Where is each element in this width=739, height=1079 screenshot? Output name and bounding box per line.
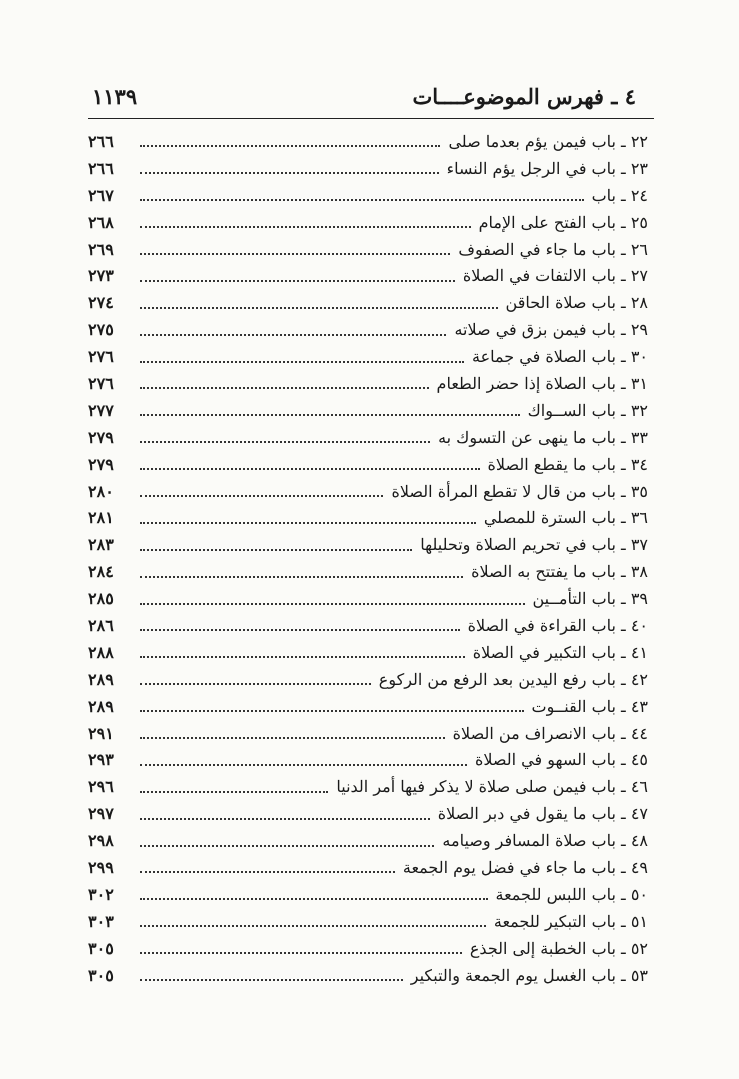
dot-leader xyxy=(140,280,455,282)
toc-entry-title: ٣٥ ـ باب من قال لا تقطع المرأة الصلاة xyxy=(391,481,648,501)
toc-entry-title: ٤١ ـ باب التكبير في الصلاة xyxy=(472,642,648,662)
toc-entry-title: ٤٢ ـ باب رفع اليدين بعد الرفع من الركوع xyxy=(378,669,648,689)
toc-entry-page: ٢٧٩ xyxy=(88,427,114,447)
toc-entry-title: ٢٤ ـ باب xyxy=(591,185,648,205)
toc-entry-page: ٢٩٦ xyxy=(88,777,114,797)
toc-entry xyxy=(88,558,654,585)
toc-entry-page: ٢٦٩ xyxy=(88,239,114,259)
toc-entry-title: ٣٤ ـ باب ما يقطع الصلاة xyxy=(487,454,648,474)
toc-entry xyxy=(88,397,654,424)
toc-entry-title: ٣٢ ـ باب الســواك xyxy=(527,400,648,420)
dot-leader xyxy=(140,791,328,793)
dot-leader xyxy=(140,764,467,766)
toc-entry-page: ٢٦٦ xyxy=(88,131,114,151)
page-header xyxy=(88,78,654,114)
toc-entry-title: ٣١ ـ باب الصلاة إذا حضر الطعام xyxy=(436,373,648,393)
toc-entry-title: ٥٣ ـ باب الغسل يوم الجمعة والتبكير xyxy=(410,965,648,985)
header-divider xyxy=(88,118,654,119)
dot-leader xyxy=(140,199,584,201)
toc-entry xyxy=(88,881,654,908)
dot-leader xyxy=(140,387,429,389)
toc-entry xyxy=(88,128,654,155)
toc-entry xyxy=(88,666,654,693)
dot-leader xyxy=(140,629,460,631)
toc-entry-title: ٢٧ ـ باب الالتفات في الصلاة xyxy=(462,266,648,286)
dot-leader xyxy=(140,818,430,820)
toc-entry xyxy=(88,800,654,827)
toc-entry xyxy=(88,720,654,747)
toc-entry xyxy=(88,451,654,478)
toc-entry xyxy=(88,504,654,531)
toc-entry-title: ٥٢ ـ باب الخطبة إلى الجذع xyxy=(469,938,648,958)
toc-entry-page: ٢٦٦ xyxy=(88,158,114,178)
dot-leader xyxy=(140,925,486,927)
toc-entry-page: ٢٨٤ xyxy=(88,562,114,582)
dot-leader xyxy=(140,495,383,497)
toc-entry-title: ٢٦ ـ باب ما جاء في الصفوف xyxy=(458,239,648,259)
dot-leader xyxy=(140,226,471,228)
toc-entry-page: ٢٧٤ xyxy=(88,293,114,313)
toc-entry-title: ٢٥ ـ باب الفتح على الإمام xyxy=(478,212,648,232)
toc-entry-title: ٤٥ ـ باب السهو في الصلاة xyxy=(474,750,648,770)
toc-entry xyxy=(88,773,654,800)
dot-leader xyxy=(140,710,524,712)
toc-entry xyxy=(88,639,654,666)
toc-entry xyxy=(88,962,654,989)
toc-entry xyxy=(88,531,654,558)
toc-entry-page: ٢٧٦ xyxy=(88,373,114,393)
toc-entry xyxy=(88,612,654,639)
toc-entry xyxy=(88,935,654,962)
toc-entry xyxy=(88,424,654,451)
dot-leader xyxy=(140,898,488,900)
toc-entry xyxy=(88,585,654,612)
toc-entry xyxy=(88,343,654,370)
toc-entry-page: ٢٨١ xyxy=(88,508,114,528)
dot-leader xyxy=(140,468,480,470)
dot-leader xyxy=(140,737,445,739)
toc-entry-page: ٣٠٥ xyxy=(88,965,114,985)
dot-leader xyxy=(140,441,430,443)
dot-leader xyxy=(140,334,446,336)
toc-entry-title: ٣٨ ـ باب ما يفتتح به الصلاة xyxy=(471,562,648,582)
dot-leader xyxy=(140,172,439,174)
toc-entry-title: ٤٦ ـ باب فيمن صلى صلاة لا يذكر فيها أمر الدنيا xyxy=(336,777,648,797)
toc-entry xyxy=(88,693,654,720)
toc-entry-title: ٣٩ ـ باب التأمــين xyxy=(532,589,648,609)
page-number: ١١٣٩ xyxy=(92,83,138,109)
index-page xyxy=(88,78,654,985)
dot-leader xyxy=(140,576,463,578)
toc-entry-page: ٢٩٣ xyxy=(88,750,114,770)
toc-entry-title: ٤٤ ـ باب الانصراف من الصلاة xyxy=(452,723,648,743)
toc-entry-page: ٢٨٨ xyxy=(88,642,114,662)
toc-entry xyxy=(88,854,654,881)
toc-entry xyxy=(88,908,654,935)
dot-leader xyxy=(140,845,434,847)
toc-entry-page: ٢٧٣ xyxy=(88,266,114,286)
toc-entry-title: ٢٢ ـ باب فيمن يؤم بعدما صلى xyxy=(448,131,648,151)
toc-entry-page: ٢٦٧ xyxy=(88,185,114,205)
dot-leader xyxy=(140,603,525,605)
dot-leader xyxy=(140,522,476,524)
toc-entry xyxy=(88,289,654,316)
toc-entry-page: ٢٨٦ xyxy=(88,615,114,635)
toc-entry-title: ٤٣ ـ باب القنــوت xyxy=(531,696,648,716)
toc-entry-page: ٢٩٧ xyxy=(88,804,114,824)
toc-entry xyxy=(88,746,654,773)
running-title: ٤ ـ فهرس الموضوعــــات xyxy=(412,83,636,109)
toc-entry xyxy=(88,182,654,209)
toc-entry-page: ٢٨٩ xyxy=(88,669,114,689)
toc-entry-title: ٣٣ ـ باب ما ينهى عن التسوك به xyxy=(438,427,648,447)
toc-entry-page: ٢٩١ xyxy=(88,723,114,743)
toc-entry-page: ٢٨٩ xyxy=(88,696,114,716)
toc-entry-title: ٢٨ ـ باب صلاة الحاقن xyxy=(505,293,648,313)
toc-entry xyxy=(88,236,654,263)
toc-entry-title: ٤٠ ـ باب القراءة في الصلاة xyxy=(467,615,648,635)
dot-leader xyxy=(140,549,412,551)
toc-entry-page: ٢٧٦ xyxy=(88,347,114,367)
toc-entry-title: ٣٦ ـ باب السترة للمصلي xyxy=(483,508,648,528)
toc-entry-title: ٢٩ ـ باب فيمن بزق في صلاته xyxy=(454,320,648,340)
toc-entry-title: ٤٨ ـ باب صلاة المسافر وصيامه xyxy=(442,831,648,851)
toc-entry-title: ٥٠ ـ باب اللبس للجمعة xyxy=(495,884,648,904)
toc-entry-title: ٤٧ ـ باب ما يقول في دبر الصلاة xyxy=(437,804,648,824)
toc-entry-page: ٢٨٣ xyxy=(88,535,114,555)
toc-entry-title: ٣٧ ـ باب في تحريم الصلاة وتحليلها xyxy=(420,535,648,555)
dot-leader xyxy=(140,656,465,658)
toc-entry-page: ٢٨٠ xyxy=(88,481,114,501)
toc-entry-page: ٢٩٨ xyxy=(88,831,114,851)
toc-entry-title: ٥١ ـ باب التبكير للجمعة xyxy=(493,911,648,931)
toc-entry xyxy=(88,155,654,182)
dot-leader xyxy=(140,253,450,255)
toc-entry xyxy=(88,370,654,397)
dot-leader xyxy=(140,414,520,416)
toc-entry-page: ٢٩٩ xyxy=(88,857,114,877)
dot-leader xyxy=(140,683,371,685)
toc-entry-page: ٣٠٥ xyxy=(88,938,114,958)
toc-entry xyxy=(88,827,654,854)
toc-entry-page: ٣٠٣ xyxy=(88,911,114,931)
toc-entry xyxy=(88,316,654,343)
toc-entry xyxy=(88,478,654,505)
dot-leader xyxy=(140,361,464,363)
toc-entry-title: ٢٣ ـ باب في الرجل يؤم النساء xyxy=(446,158,648,178)
toc-entry-page: ٢٨٥ xyxy=(88,589,114,609)
dot-leader xyxy=(140,952,462,954)
toc-entry-page: ٣٠٢ xyxy=(88,884,114,904)
dot-leader xyxy=(140,979,403,981)
toc-entry-page: ٢٦٨ xyxy=(88,212,114,232)
dot-leader xyxy=(140,871,395,873)
toc-entry-page: ٢٧٧ xyxy=(88,400,114,420)
toc-entry-page: ٢٧٩ xyxy=(88,454,114,474)
toc-entry-title: ٤٩ ـ باب ما جاء في فضل يوم الجمعة xyxy=(402,857,648,877)
toc-entry xyxy=(88,262,654,289)
dot-leader xyxy=(140,307,498,309)
toc-entry xyxy=(88,209,654,236)
toc-entry-title: ٣٠ ـ باب الصلاة في جماعة xyxy=(472,347,648,367)
toc-entry-page: ٢٧٥ xyxy=(88,320,114,340)
dot-leader xyxy=(140,145,440,147)
table-of-contents xyxy=(88,128,654,989)
